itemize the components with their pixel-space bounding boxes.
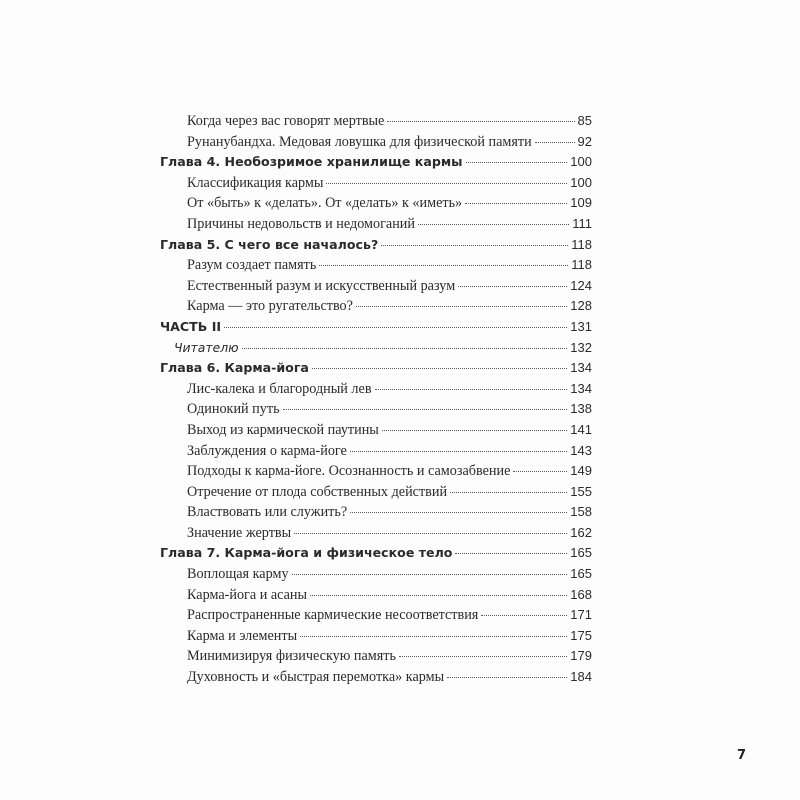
toc-entry-title: От «быть» к «делать». От «делать» к «иметь» [187,195,463,212]
page-number: 7 [736,748,746,763]
toc-entry-title: Причины недовольств и недомоганий [187,215,415,232]
toc-section [160,257,592,278]
toc-entry-title: Глава 4. Необозримое хранилище кармы [160,154,463,170]
toc-entry-page: 100 [570,174,592,190]
toc-section [160,443,592,464]
toc-entry-title: Заблуждения о карма-йоге [187,442,347,459]
toc-entry-title: Карма и элементы [187,627,298,644]
toc-section [160,422,592,443]
dot-leader [350,450,567,452]
toc-entry-page: 171 [570,607,592,623]
toc-section [160,587,592,608]
dot-leader [310,594,567,596]
dot-leader [356,305,567,307]
dot-leader [455,552,567,554]
toc-section [160,113,592,134]
toc-entry-page: 131 [570,318,592,334]
toc-entry-page: 124 [570,277,592,293]
toc-entry-title: Подходы к карма-йоге. Осознанность и самозабвение [187,463,511,480]
toc-section [160,504,592,525]
toc-entry-page: 100 [570,154,592,170]
toc-entry-page: 143 [570,442,592,458]
toc-entry-title: Глава 6. Карма-йога [160,360,309,376]
toc-entry-page: 92 [577,133,592,149]
toc-entry-title: Классификация кармы [187,174,324,191]
toc-section [160,278,592,299]
dot-leader [447,676,567,678]
toc-entry-title: Отречение от плода собственных действий [187,483,448,500]
dot-leader [466,161,568,163]
toc-entry-page: 141 [570,421,592,437]
toc-section [160,648,592,669]
toc-chapter [160,545,592,566]
dot-leader [300,635,567,637]
toc-entry-title: Читателю [174,339,239,355]
toc-entry-title: ЧАСТЬ II [160,318,222,334]
dot-leader [381,244,568,246]
dot-leader [418,223,569,225]
dot-leader [283,408,568,410]
toc-entry-page: 165 [570,566,592,582]
toc-entry-title: Значение жертвы [187,524,292,541]
toc-entry-page: 155 [570,483,592,499]
toc-part [160,319,592,340]
toc-entry-title: Лис-калека и благородный лев [187,380,372,397]
toc-entry-page: 165 [570,545,592,561]
dot-leader [312,367,567,369]
toc-entry-title: Когда через вас говорят мертвые [187,113,385,129]
toc-entry-title: Духовность и «быстрая перемотка» кармы [187,669,445,686]
toc-entry-page: 158 [570,504,592,520]
toc-section [160,381,592,402]
toc-chapter [160,237,592,258]
toc-section [160,195,592,216]
toc-entry-title: Минимизируя физическую память [187,648,396,665]
toc-entry-title: Распространенные кармические несоответствия [187,607,479,624]
dot-leader [481,614,567,616]
dot-leader [319,264,568,266]
toc-chapter [160,154,592,175]
toc-entry-title: Воплощая карму [187,566,289,583]
toc-section [160,607,592,628]
toc-entry-title: Карма — это ругательство? [187,298,353,315]
toc-entry-page: 168 [570,586,592,602]
table-of-contents [160,113,592,690]
toc-section [160,401,592,422]
toc-section [160,216,592,237]
dot-leader [399,655,567,657]
toc-chapter [160,360,592,381]
dot-leader [458,285,567,287]
toc-entry-page: 132 [570,339,592,355]
toc-entry-title: Естественный разум и искусственный разум [187,277,456,294]
toc-entry-page: 85 [577,113,592,128]
toc-entry-title: Разум создает память [187,257,317,274]
toc-entry-page: 111 [572,215,592,231]
dot-leader [350,511,567,513]
toc-section [160,669,592,690]
dot-leader [242,347,568,349]
dot-leader [513,470,567,472]
toc-entry-page: 134 [570,360,592,376]
toc-entry-title: Глава 5. С чего все началось? [160,236,379,252]
dot-leader [382,429,567,431]
toc-intro [160,340,592,361]
toc-section [160,484,592,505]
toc-section [160,628,592,649]
dot-leader [326,182,567,184]
toc-entry-page: 118 [571,236,592,252]
toc-section [160,566,592,587]
toc-section [160,463,592,484]
toc-entry-title: Глава 7. Карма-йога и физическое тело [160,545,453,561]
toc-entry-page: 175 [570,627,592,643]
dot-leader [224,326,567,328]
toc-entry-title: Выход из кармической паутины [187,421,379,438]
toc-entry-page: 128 [570,298,592,314]
dot-leader [292,573,568,575]
dot-leader [450,491,567,493]
toc-entry-page: 109 [570,195,592,211]
toc-section [160,134,592,155]
toc-entry-page: 134 [570,380,592,396]
toc-entry-title: Властвовать или служить? [187,504,348,521]
toc-entry-title: Карма-йога и асаны [187,586,308,603]
toc-entry-page: 162 [570,524,592,540]
toc-entry-page: 184 [570,669,592,685]
dot-leader [387,120,574,122]
toc-entry-page: 179 [570,648,592,664]
toc-entry-page: 149 [570,463,592,479]
dot-leader [465,202,567,204]
toc-entry-page: 118 [571,257,592,273]
toc-entry-page: 138 [570,401,592,417]
dot-leader [375,388,568,390]
dot-leader [535,141,575,143]
toc-section [160,175,592,196]
dot-leader [294,532,567,534]
toc-section [160,298,592,319]
toc-entry-title: Рунанубандха. Медовая ловушка для физической памяти [187,133,532,150]
toc-section [160,525,592,546]
toc-entry-title: Одинокий путь [187,401,280,418]
